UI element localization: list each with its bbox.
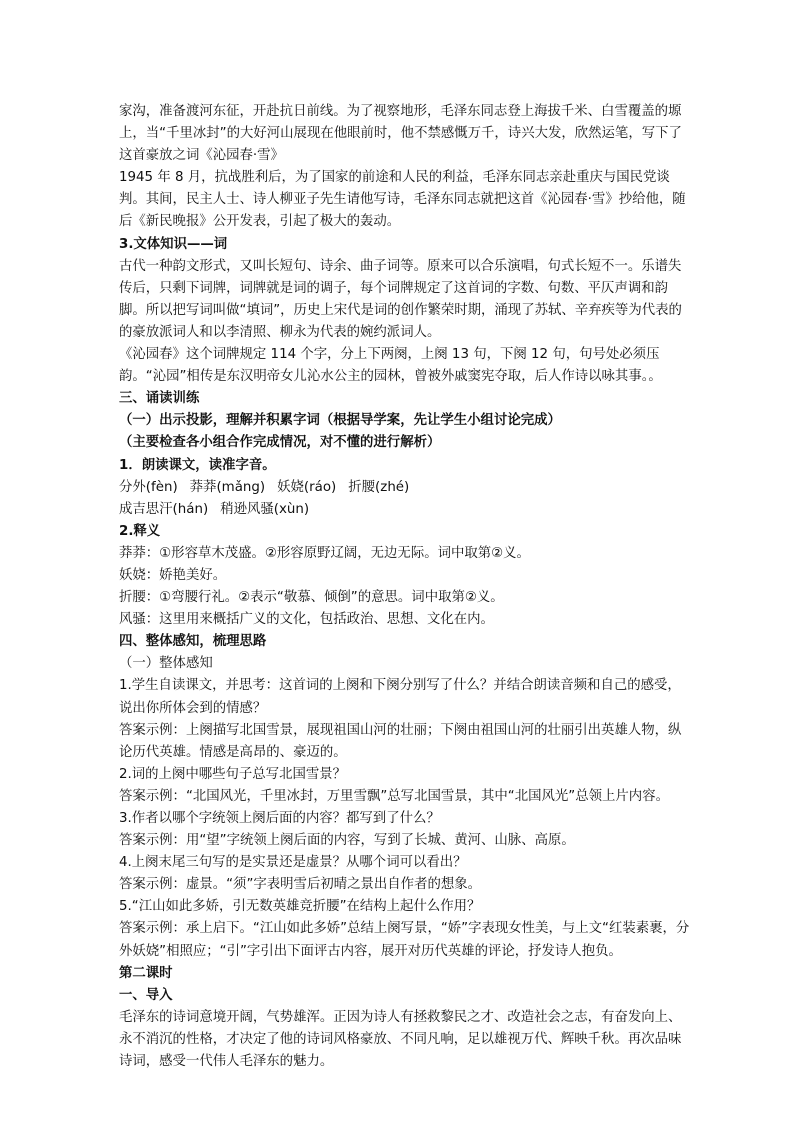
paragraph: 古代一种韵文形式，又叫长短句、诗余、曲子词等。原来可以合乐演唱，句式长短不一。乐谱失传后，只剩下词牌，词牌就是词的调子，每个词牌规定了这首词的字数、句数、平仄声调和韵脚。所以把写词叫做“填词”，历史上宋代是词的创作繁荣时期，涌现了苏轼、辛弃疾等为代表的的豪放派词人和以李清照、柳永为代表的婉约派词人。 xyxy=(119,258,682,340)
section-heading: 第二课时 xyxy=(119,965,173,981)
pinyin-word: 折腰(zhé) xyxy=(348,479,410,495)
section-heading: 2.释义 xyxy=(119,523,161,539)
paragraph: 莽莽：①形容草木茂盛。②形容原野辽阔，无边无际。词中取第②义。 xyxy=(119,545,530,561)
pinyin-word: 妖娆(ráo) xyxy=(277,479,337,495)
paragraph: 答案示例：“北国风光，千里冰封，万里雪飘”总写北国雪景，其中“北国风光”总领上片内容。 xyxy=(119,788,669,804)
paragraph: 2.词的上阕中哪些句子总写北国雪景？ xyxy=(119,766,347,782)
pinyin-line xyxy=(119,499,691,521)
paragraph: 毛泽东的诗词意境开阔，气势雄浑。正因为诗人有拯救黎民之才、改造社会之志，有奋发向上、永不消沉的性格，才决定了他的诗词风格豪放、不同凡响，足以雄视万代、辉映千秋。再次品味诗词，感受一代伟人毛泽东的魅力。 xyxy=(119,1009,682,1070)
pinyin-word: 稍逊风骚(xùn) xyxy=(220,501,310,517)
section-heading: （一）出示投影，理解并积累字词（根据导学案，先让学生小组讨论完成） xyxy=(119,413,561,429)
paragraph: 1945 年 8 月，抗战胜利后，为了国家的前途和人民的利益，毛泽东同志亲赴重庆与国民党谈判。其间，民主人士、诗人柳亚子先生请他写诗，毛泽东同志就把这首《沁园春·雪》抄给他，随后《新民晚报》公开发表，引起了极大的轰动。 xyxy=(119,170,686,230)
paragraph: 妖娆：娇艳美好。 xyxy=(119,567,227,583)
section-heading: 3.文体知识——词 xyxy=(119,236,228,252)
paragraph: 答案示例：虚景。“须”字表明雪后初晴之景出自作者的想象。 xyxy=(119,877,482,893)
paragraph: 1.学生自读课文，并思考：这首词的上阕和下阕分别写了什么？并结合朗读音频和自己的感受，说出你所体会到的情感？ xyxy=(119,678,681,716)
paragraph: 4.上阕末尾三句写的是实景还是虚景？从哪个词可以看出？ xyxy=(119,855,467,871)
section-heading: 一、导入 xyxy=(119,987,173,1003)
pinyin-word: 莽莽(mǎng) xyxy=(189,479,266,495)
paragraph: 答案示例：上阕描写北国雪景，展现祖国山河的壮丽；下阕由祖国山河的壮丽引出英雄人物，纵论历代英雄。情感是高昂的、豪迈的。 xyxy=(119,722,682,760)
pinyin-word: 成吉思汗(hán) xyxy=(119,501,209,517)
paragraph: 《沁园春》这个词牌规定 114 个字，分上下两阕，上阕 13 句，下阕 12 句，句号处必须压韵。“沁园”相传是东汉明帝女儿沁水公主的园林，曾被外戚窦宪夺取，后人作诗以咏其事。。 xyxy=(119,347,662,385)
pinyin-line xyxy=(119,477,691,499)
paragraph: （一）整体感知 xyxy=(119,656,213,672)
document-body xyxy=(119,101,691,1073)
section-heading: （主要检查各小组合作完成情况，对不懂的进行解析） xyxy=(119,435,441,451)
pinyin-word: 分外(fèn) xyxy=(119,479,178,495)
section-heading: 1．朗读课文，读准字音。 xyxy=(119,457,276,473)
paragraph: 风骚：这里用来概括广义的文化，包括政治、思想、文化在内。 xyxy=(119,612,494,628)
paragraph: 答案示例：用“望”字统领上阕后面的内容，写到了长城、黄河、山脉、高原。 xyxy=(119,833,575,849)
paragraph: 答案示例：承上启下。“江山如此多娇”总结上阕写景，“娇”字表现女性美，与上文“红装素裹，分外妖娆”相照应；“引”字引出下面评古内容，展开对历代英雄的评论，抒发诗人抱负。 xyxy=(119,921,690,959)
paragraph: 5.“江山如此多娇，引无数英雄竞折腰”在结构上起什么作用？ xyxy=(119,899,481,915)
section-heading: 四、整体感知，梳理思路 xyxy=(119,634,267,650)
paragraph: 3.作者以哪个字统领上阕后面的内容？都写到了什么？ xyxy=(119,811,440,826)
paragraph: 家沟，准备渡河东征，开赴抗日前线。为了视察地形，毛泽东同志登上海拔千米、白雪覆盖的塬上，当“千里冰封”的大好河山展现在他眼前时，他不禁感慨万千，诗兴大发，欣然运笔，写下了这首豪放之词《沁园春·雪》 xyxy=(119,104,682,164)
section-heading: 三、诵读训练 xyxy=(119,391,200,407)
paragraph: 折腰：①弯腰行礼。②表示“敬慕、倾倒”的意思。词中取第②义。 xyxy=(119,590,504,606)
